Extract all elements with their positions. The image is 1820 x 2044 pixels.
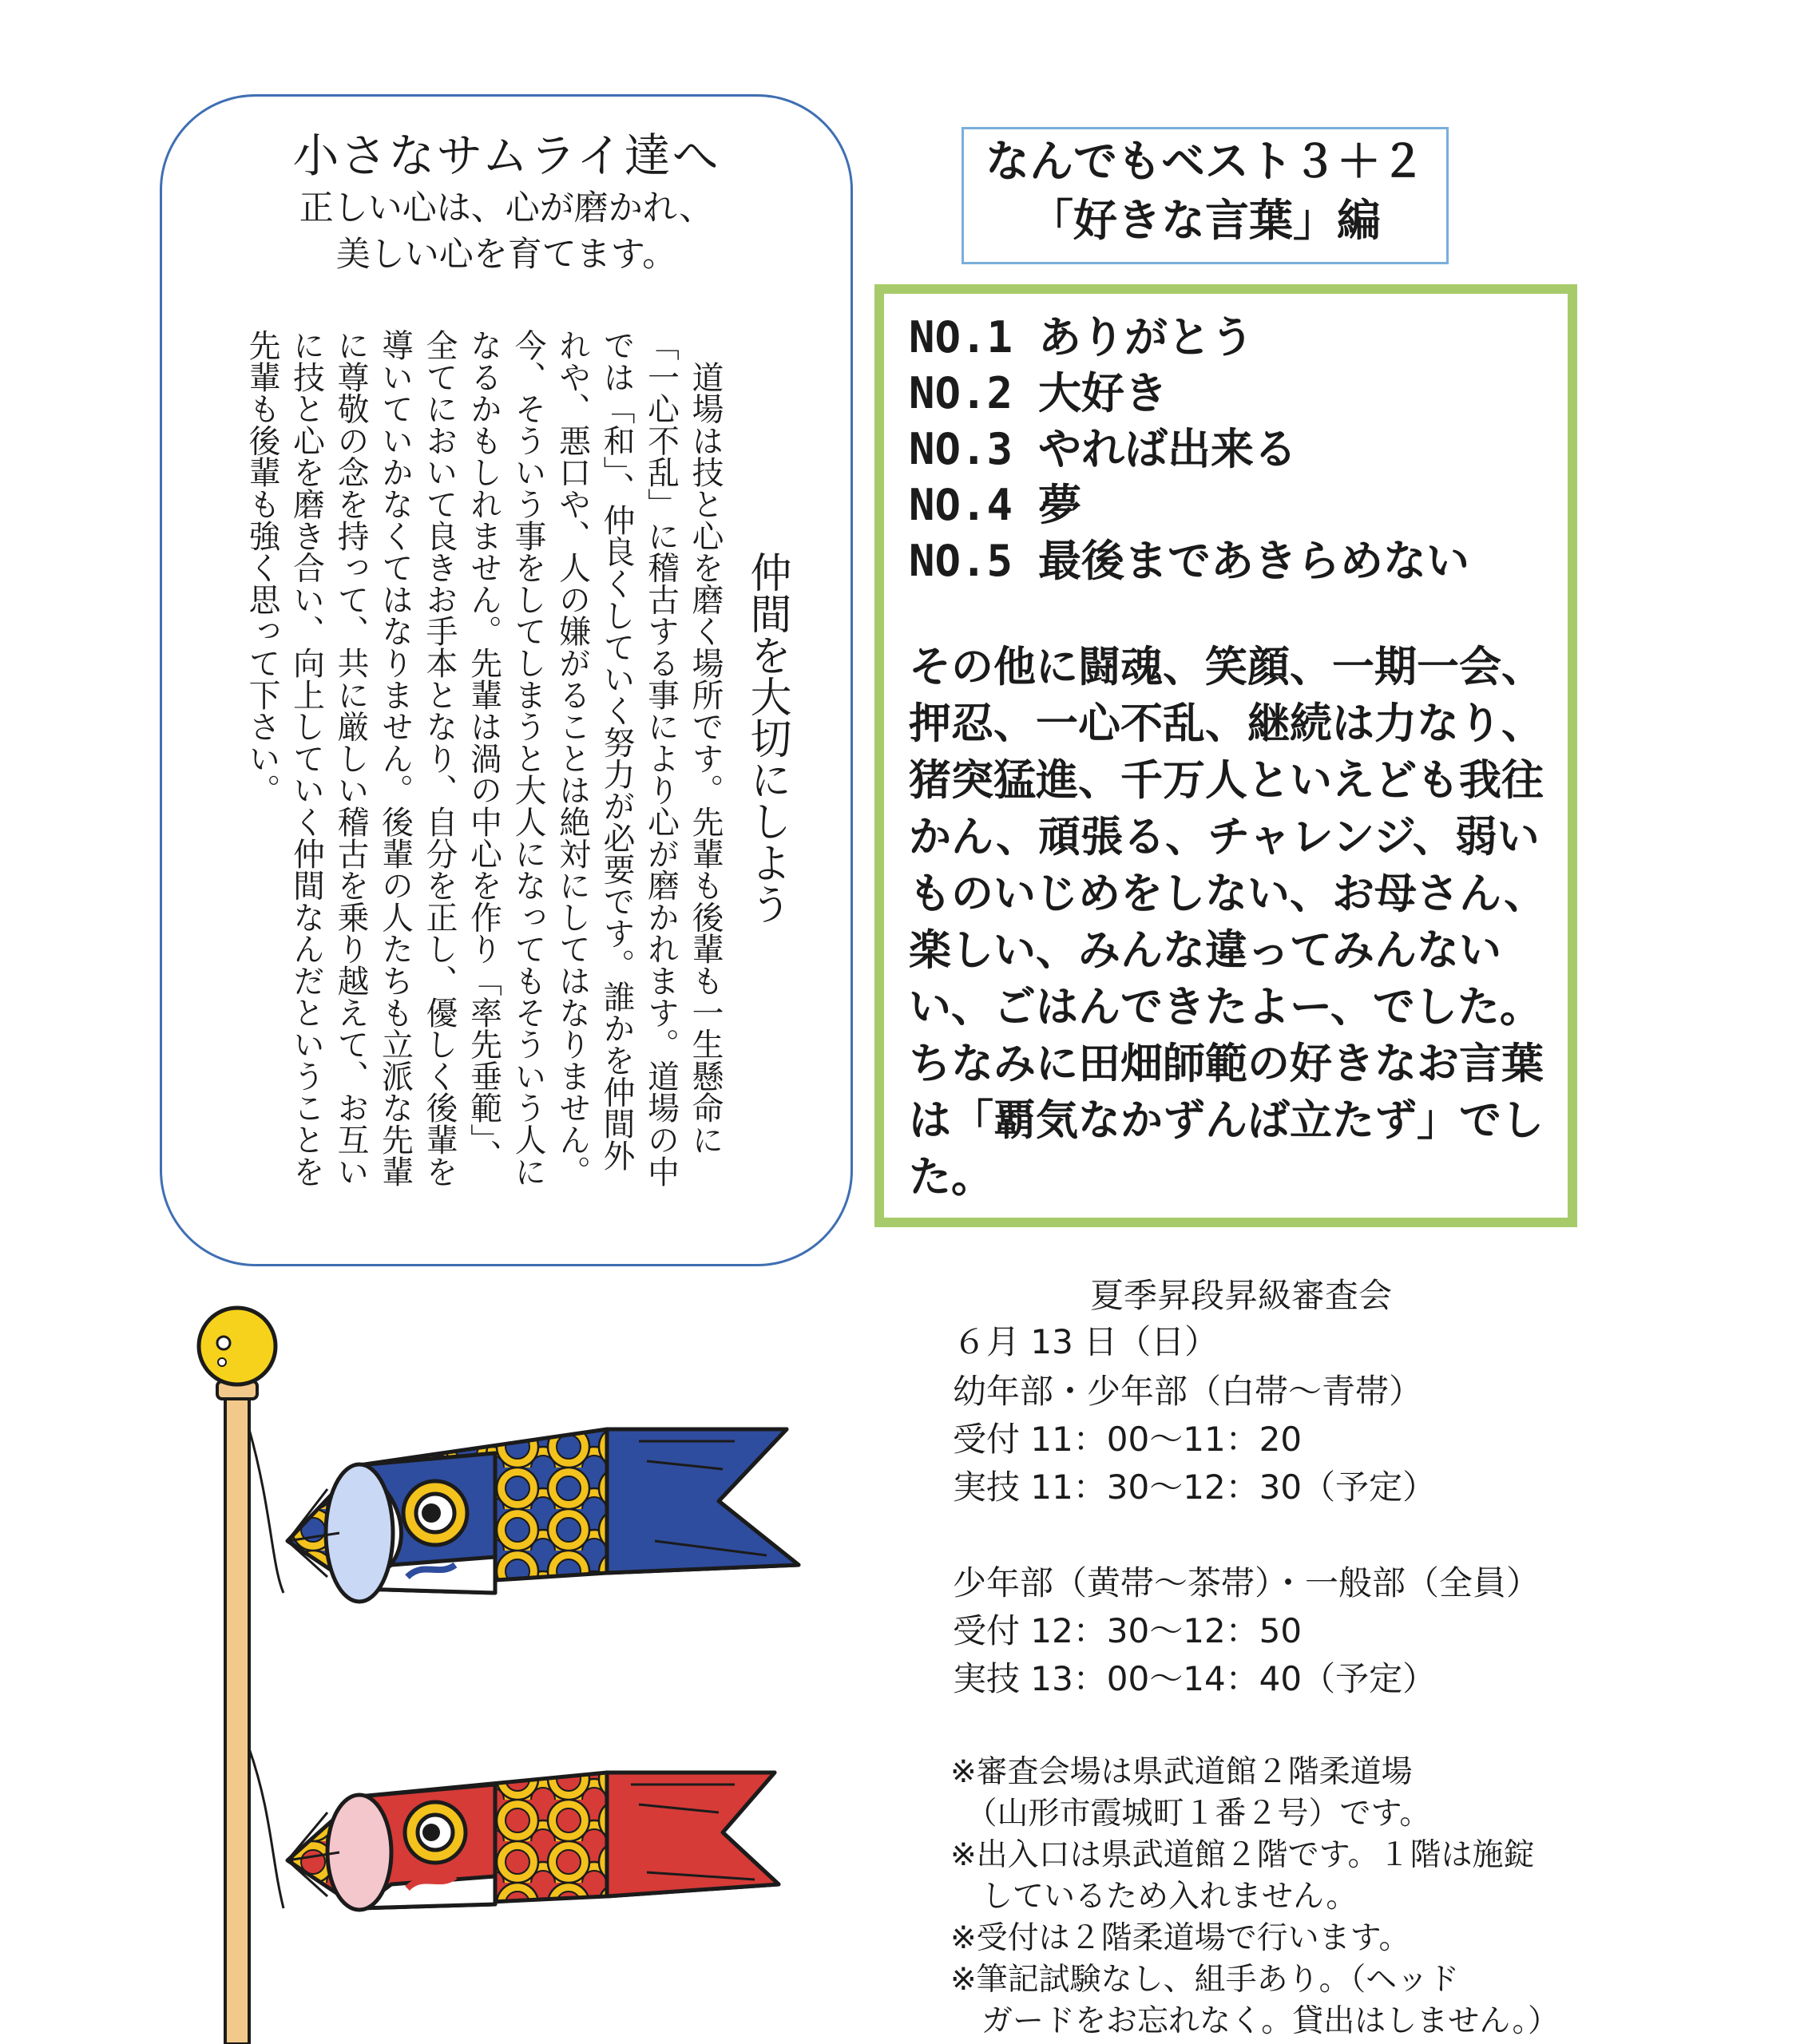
ranking-item xyxy=(909,366,1564,422)
group2-reception: 受付 12：30～12：50 xyxy=(953,1611,1303,1650)
group2-name: 少年部（黄帯～茶帯）・一般部（全員） xyxy=(953,1563,1540,1602)
panel-title: 小さなサムライ達へ xyxy=(292,129,720,183)
group1-reception: 受付 11：00～11：20 xyxy=(953,1420,1303,1459)
note-line: ※審査会場は県武道館２階柔道場 xyxy=(950,1754,1413,1790)
best-title: なんでもベスト３＋２ xyxy=(985,136,1425,187)
note-line: ※筆記試験なし、組手あり。（ヘッド xyxy=(950,1962,1460,1998)
rank-word: やれば出来る xyxy=(1038,424,1297,474)
rank-number: NO.5 xyxy=(909,536,1013,586)
rank-number: NO.3 xyxy=(909,424,1013,474)
note-line: しているため入れません。 xyxy=(950,1879,1358,1915)
koinobori-illustration xyxy=(160,1301,815,2044)
ranking-item xyxy=(909,422,1564,477)
blue-carp-icon xyxy=(287,1429,799,1602)
pole-icon xyxy=(199,1308,276,2044)
rank-word: ありがとう xyxy=(1038,312,1254,362)
red-carp-icon xyxy=(287,1773,779,1910)
note-line: ※出入口は県武道館２階です。１階は施錠 xyxy=(950,1837,1535,1873)
note-line: ガードをお忘れなく。貸出はしません。） xyxy=(950,2003,1560,2039)
rope-icon xyxy=(249,1429,284,1908)
vertical-heading: 仲間を大切にしよう xyxy=(743,551,791,925)
group2-practical: 実技 13：00～14：40（予定） xyxy=(953,1659,1437,1698)
exam-title: 夏季昇段昇級審査会 xyxy=(1090,1276,1393,1315)
best-subtitle: 「好きな言葉」編 xyxy=(1029,195,1381,246)
note-line: ※受付は２階柔道場で行います。 xyxy=(950,1920,1410,1956)
ranking-list xyxy=(909,310,1564,589)
panel-subtitle-line-1: 正しい心は、心が磨かれ、 xyxy=(299,188,714,228)
rank-number: NO.2 xyxy=(909,368,1013,418)
ranking-item xyxy=(909,533,1564,589)
panel-subtitle-line-2: 美しい心を育てます。 xyxy=(335,235,677,275)
rank-number: NO.1 xyxy=(909,312,1013,362)
exam-date: ６月 13 日（日） xyxy=(953,1322,1219,1361)
group1-name: 幼年部・少年部（白帯～青帯） xyxy=(953,1372,1423,1411)
rank-number: NO.4 xyxy=(909,480,1013,530)
rank-word: 夢 xyxy=(1038,480,1081,530)
panel-subtitle xyxy=(160,185,853,278)
rank-word: 最後まであきらめない xyxy=(1038,536,1469,586)
note-line: （山形市霞城町１番２号）です。 xyxy=(950,1796,1431,1832)
vertical-body-text: 道場は技と心を磨く場所です。先輩も後輩も一生懸命に 「一心不乱」に稽古する事により心が磨かれます。道場の中 では「和」、仲良くしていく努力が必要です。誰かを仲間外 れや、悪口や、人の嫌がることは絶対にしてはなりません。 今、そういう事をしてしまうと大人になってもそういう人に なるかもしれません。先輩は渦の中心を作り「率先垂範」、 全てにおいて良きお手本となり、自分を正し、優しく後輩を 導いていかなくてはなりません。後輩の人たちも立派な先輩 に尊敬の念を持って、共に厳しい稽古を乗り越えて、お互い に技と心を磨き合い、向上していく仲間なんだということを 先輩も後輩も強く思って下さい。 xyxy=(244,329,724,1187)
other-words-paragraph: その他に闘魂、笑顔、一期一会、押忍、一心不乱、継続は力なり、猪突猛進、千万人といえども我往かん、頑張る、チャレンジ、弱いものいじめをしない、お母さん、楽しい、みんな違ってみんないい、ごはんできたよー、でした。ちなみに田畑師範の好きなお言葉は「覇気なかずんば立たず」でした。 xyxy=(909,643,1547,1202)
group1-practical: 実技 11：30～12：30（予定） xyxy=(953,1468,1437,1507)
rank-word: 大好き xyxy=(1038,368,1168,418)
ranking-item xyxy=(909,310,1564,366)
ranking-item xyxy=(909,477,1564,533)
